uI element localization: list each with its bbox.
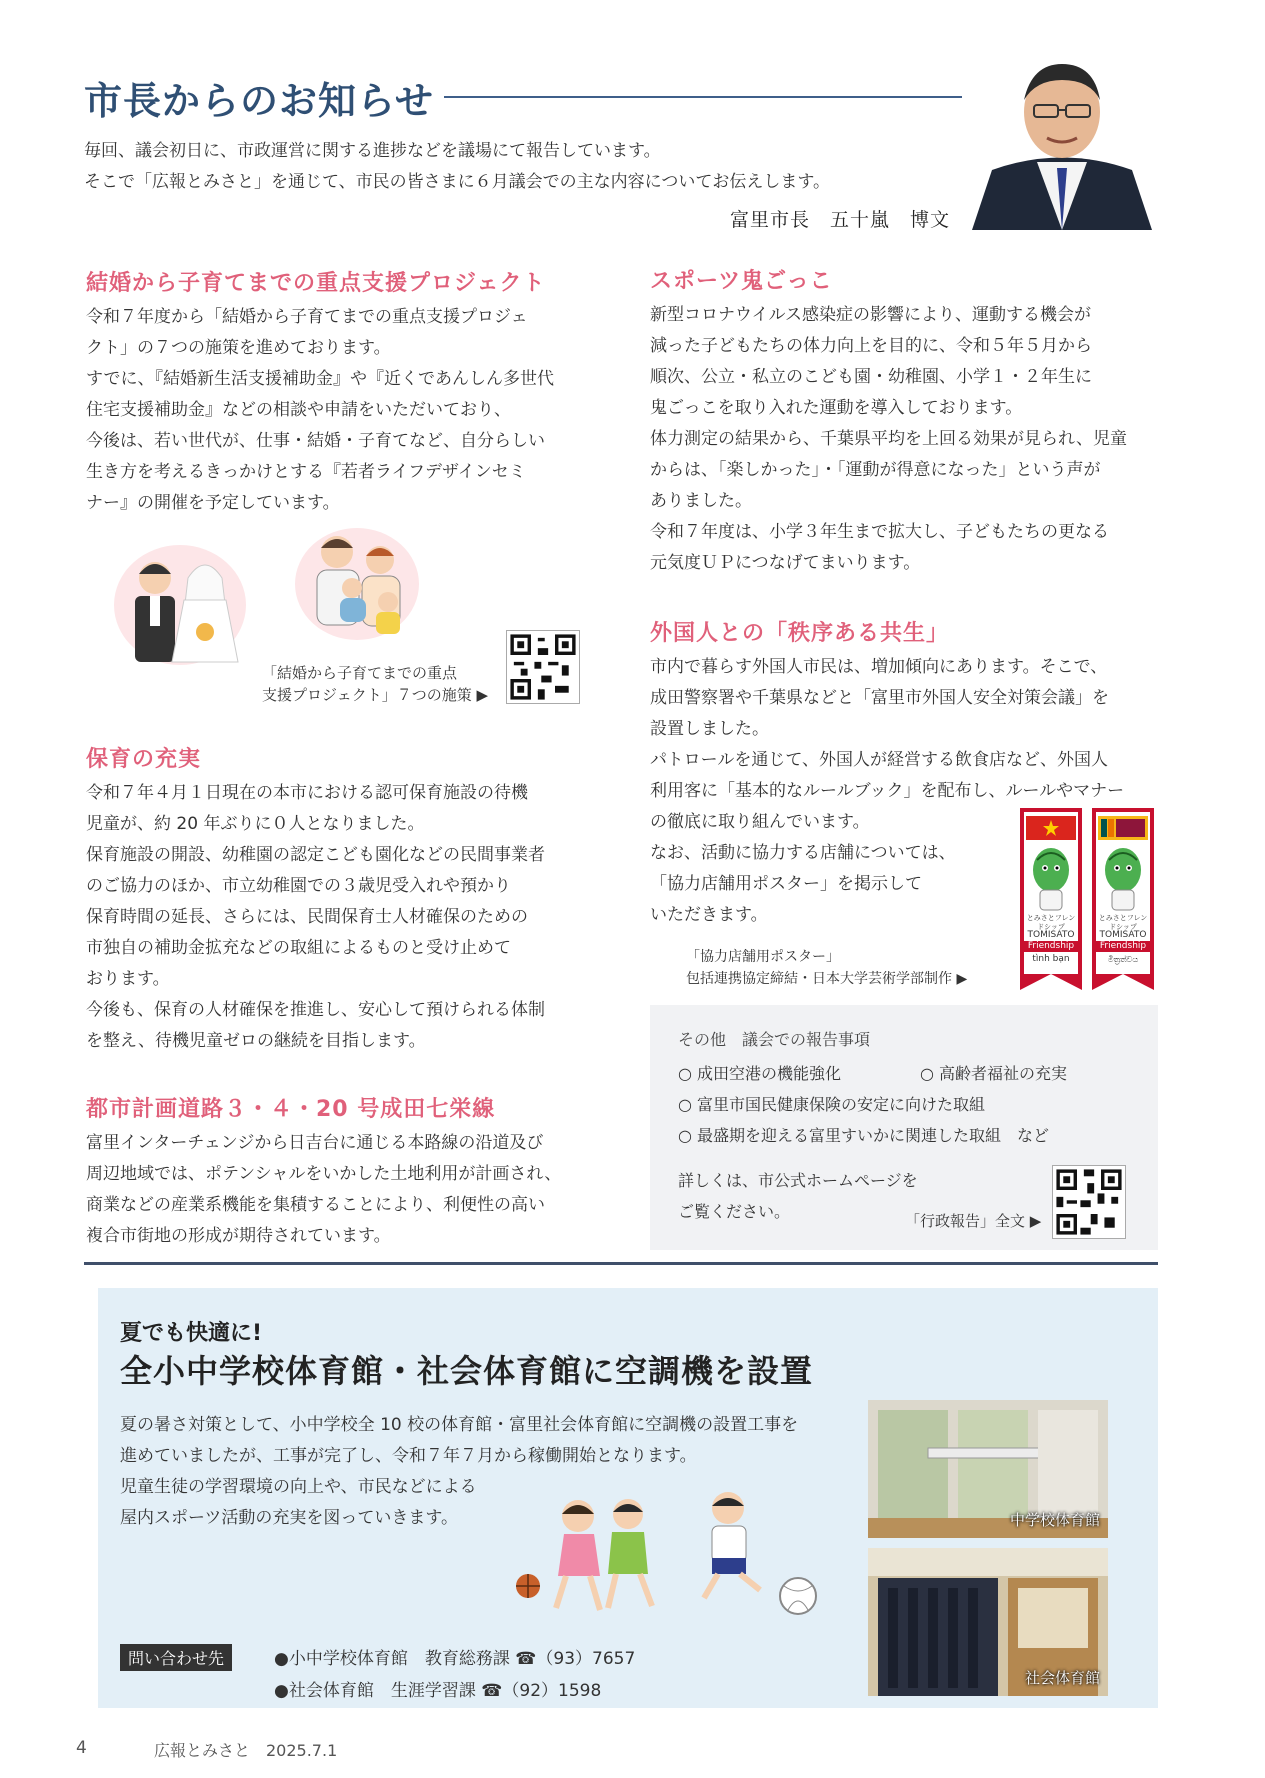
poster-sri-lanka [1092, 808, 1154, 990]
text-line: 生き方を考えるきっかけとする『若者ライフデザインセミ [86, 462, 526, 482]
text-line: 新型コロナウイルス感染症の影響により、運動する機会が [650, 305, 1091, 325]
page-number: 4 [76, 1738, 87, 1758]
text-line: 市内で暮らす外国人市民は、増加傾向にあります。そこで、 [650, 657, 1108, 677]
intro-text [84, 136, 964, 198]
mayor-name: 富里市長 五十嵐 博文 [730, 209, 951, 231]
aircon-kicker: 夏でも快適に! [120, 1321, 263, 1346]
details-line: 詳しくは、市公式ホームページを [678, 1171, 918, 1190]
report-item: ○ 最盛期を迎える富里すいかに関連した取組 など [678, 1126, 1050, 1145]
text-line: の徹底に取り組んでいます。 [650, 812, 870, 832]
text-line: 児童が、約 20 年ぶりに０人となりました。 [86, 814, 425, 834]
report-item: ○ 成田空港の機能強化 [678, 1064, 842, 1083]
report-item: ○ 高齢者福祉の充実 [920, 1064, 1068, 1083]
foreign-heading: 外国人との「秩序ある共生」 [650, 621, 950, 646]
text-line: 減った子どもたちの体力向上を目的に、令和５年５月から [650, 336, 1092, 356]
contact-line: ●小中学校体育館 教育総務課 ☎（93）7657 [274, 1649, 636, 1669]
text-line: パトロールを通じて、外国人が経営する飲食店など、外国人 [650, 750, 1108, 770]
text-line: からは、「楽しかった」・「運動が得意になった」という声が [650, 460, 1101, 480]
text-line: 保育施設の開設、幼稚園の認定こども園化などの民間事業者 [86, 845, 545, 865]
text-line: のご協力のほか、市立幼稚園での３歳児受入れや預かり [86, 876, 511, 896]
text-line: 複合市街地の形成が期待されています。 [86, 1226, 391, 1246]
text-line: 周辺地域では、ポテンシャルをいかした土地利用が計画され、 [86, 1164, 562, 1184]
text-line: クト」の７つの施策を進めております。 [86, 338, 391, 358]
poster-small-text: とみさとフレンドシップ [1026, 914, 1076, 931]
intro-line: そこで「広報とみさと」を通じて、市民の皆さまに６月議会での主な内容についてお伝えします。 [84, 172, 830, 192]
marriage-body [86, 302, 606, 519]
tag-heading: スポーツ鬼ごっこ [650, 269, 833, 294]
text-line: を整え、待機児童ゼロの継続を目指します。 [86, 1031, 426, 1051]
publication-info: 広報とみさと 2025.7.1 [154, 1741, 338, 1760]
text-line: おります。 [86, 969, 170, 989]
administrative-report-link[interactable]: 「行政報告」全文 ▶ [905, 1212, 1042, 1230]
aircon-box [98, 1288, 1158, 1708]
text-line: 利用客に「基本的なルールブック」を配布し、ルールやマナー [650, 781, 1125, 801]
page-title: 市長からのお知らせ [84, 79, 434, 123]
text-line: いただきます。 [650, 905, 768, 925]
road-body [86, 1128, 606, 1252]
family-illustration [292, 522, 422, 642]
text-line: 屋内スポーツ活動の充実を図っていきます。 [120, 1508, 458, 1528]
qr-code[interactable] [506, 630, 580, 704]
childcare-heading: 保育の充実 [86, 747, 202, 772]
marriage-heading: 結婚から子育てまでの重点支援プロジェクト [86, 271, 546, 296]
intro-line: 毎回、議会初日に、市政運営に関する進捗などを議場にて報告しています。 [84, 141, 661, 161]
text-line: 今後も、保育の人材確保を推進し、安心して預けられる体制 [86, 1000, 545, 1020]
text-line: 保育時間の延長、さらには、民間保育士人材確保のための [86, 907, 528, 927]
details-line: ご覧ください。 [678, 1202, 791, 1221]
kids-playing-illustration [508, 1488, 828, 1628]
poster-language-text: මිත්‍රත්වය [1107, 955, 1139, 964]
junior-high-gym-photo [868, 1400, 1108, 1538]
text-line: 設置しました。 [650, 719, 769, 739]
text-line: 令和７年４月１日現在の本市における認可保育施設の待機 [86, 783, 528, 803]
text-line: 富里インターチェンジから日吉台に通じる本路線の沿道及び [86, 1133, 544, 1153]
road-heading: 都市計画道路３・４・20 号成田七栄線 [86, 1097, 496, 1122]
caption-line: 「結婚から子育てまでの重点 [262, 664, 458, 682]
photo-label: 社会体育館 [1024, 1669, 1100, 1687]
details-text [678, 1165, 918, 1227]
poster-brand: TOMISATO [1099, 930, 1147, 940]
report-item: ○ 富里市国民健康保険の安定に向けた取組 [678, 1095, 986, 1114]
poster-vietnam [1020, 808, 1082, 990]
text-line: 鬼ごっこを取り入れた運動を導入しております。 [650, 398, 1023, 418]
text-line: 体力測定の結果から、千葉県平均を上回る効果が見られ、児童 [650, 429, 1128, 449]
qr-code[interactable] [1052, 1165, 1126, 1239]
text-line: 元気度ＵＰにつなげてまいります。 [650, 553, 921, 573]
poster-word: Friendship [1096, 941, 1150, 952]
text-line: 進めていましたが、工事が完了し、令和７年７月から稼働開始となります。 [120, 1446, 697, 1466]
section-divider [84, 1262, 1158, 1265]
text-line: ナー』の開催を予定しています。 [86, 493, 340, 513]
text-line: 令和７年度から「結婚から子育てまでの重点支援プロジェ [86, 307, 528, 327]
text-line: なお、活動に協力する店舗については、 [650, 843, 956, 863]
poster-caption [686, 946, 967, 990]
text-line: 夏の暑さ対策として、小中学校全 10 校の体育館・富里社会体育館に空調機の設置工事を [120, 1415, 799, 1435]
caption-line: 支援プロジェクト」７つの施策 ▶ [262, 686, 489, 704]
text-line: ありました。 [650, 491, 752, 511]
text-line: 順次、公立・私立のこども園・幼稚園、小学１・２年生に [650, 367, 1092, 387]
photo-label: 中学校体育館 [1009, 1511, 1100, 1529]
text-line: すでに、『結婚新生活支援補助金』や『近くであんしん多世代 [86, 369, 555, 389]
poster-brand: TOMISATO [1027, 930, 1075, 940]
other-reports-heading: その他 議会での報告事項 [678, 1030, 871, 1049]
text-line: 令和７年度は、小学３年生まで拡大し、子どもたちの更なる [650, 522, 1109, 542]
poster-small-text: とみさとフレンドシップ [1098, 914, 1148, 931]
tag-body [650, 300, 1170, 579]
text-line: 市独自の補助金拡充などの取組によるものと受け止めて [86, 938, 511, 958]
other-reports-box [650, 1005, 1158, 1250]
text-line: 児童生徒の学習環境の向上や、市民などによる [120, 1477, 477, 1497]
poster-word: Friendship [1024, 941, 1078, 952]
marriage-qr-caption [262, 662, 488, 706]
community-gym-photo [868, 1548, 1108, 1696]
title-rule [444, 96, 1004, 98]
mayor-photo [962, 50, 1162, 230]
contact-line: ●社会体育館 生涯学習課 ☎（92）1598 [274, 1681, 602, 1701]
text-line: 成田警察署や千葉県などと「富里市外国人安全対策会議」を [650, 688, 1109, 708]
childcare-body [86, 778, 606, 1057]
text-line: 今後は、若い世代が、仕事・結婚・子育てなど、自分らしい [86, 431, 545, 451]
text-line: 住宅支援補助金』などの相談や申請をいただいており、 [86, 400, 511, 420]
wedding-couple-illustration [110, 540, 250, 670]
poster-language-text: tình bạn [1032, 954, 1070, 964]
caption-line: 「協力店舗用ポスター」 [686, 949, 840, 965]
contact-label: 問い合わせ先 [120, 1644, 232, 1671]
text-line: 「協力店舗用ポスター」を掲示して [650, 874, 922, 894]
text-line: 商業などの産業系機能を集積することにより、利便性の高い [86, 1195, 545, 1215]
aircon-title: 全小中学校体育館・社会体育館に空調機を設置 [120, 1352, 814, 1390]
caption-line: 包括連携協定締結・日本大学芸術学部制作 ▶ [686, 971, 968, 987]
